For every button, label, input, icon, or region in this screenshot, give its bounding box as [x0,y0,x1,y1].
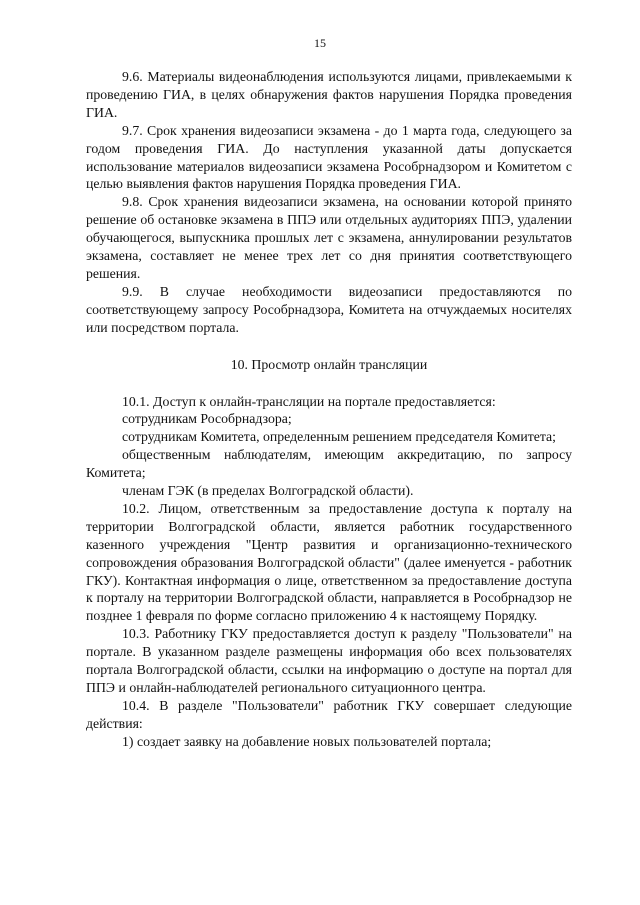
document-body [86,68,572,751]
paragraph-10-1: 10.1. Доступ к онлайн-трансляции на портале предоставляется: [122,393,496,409]
paragraph-10-2: 10.2. Лицом, ответственным за предоставление доступа к порталу на территории Волгоградской области, является работник государственного казенного учреждения "Центр развития и организационно-технического сопровождения образования Волгоградской области" (далее именуется - работник ГКУ). Контактная информация о лице, ответственном за предоставление доступа к порталу на территории Волгоградской области, направляется в Рособрнадзор не позднее 1 февраля по форме согласно приложению 4 к настоящему Порядку. [86,500,572,624]
list-item-committee: сотрудникам Комитета, определенным решением председателя Комитета; [122,429,557,445]
paragraph-10-4: 10.4. В разделе "Пользователи" работник ГКУ совершает следующие действия: [86,697,572,731]
paragraph-10-3: 10.3. Работнику ГКУ предоставляется доступ к разделу "Пользователи" на портале. В указанном разделе размещены информация обо всех пользователях портала Волгоградской области, ссылки на информацию о доступе на портал для ППЭ и онлайн-наблюдателей регионального ситуационного центра. [86,626,572,695]
paragraph-9-8: 9.8. Срок хранения видеозаписи экзамена, на основании которой принято решение об остановке экзамена в ППЭ или отдельных аудиториях ППЭ, удалении обучающегося, выпускника прошлых лет с экзамена, аннулировании результатов экзамена, составляет не менее трех лет со дня принятия соответствующего решения. [86,194,572,281]
section-heading: 10. Просмотр онлайн трансляции [230,356,428,372]
paragraph-9-7: 9.7. Срок хранения видеозаписи экзамена - до 1 марта года, следующего за годом проведения ГИА. До наступления указанной даты допускается использование материалов видеозаписи экзамена Рособрнадзором и Комитетом с целью выявления фактов нарушения Порядка проведения ГИА. [86,122,572,192]
list-item-gek: членам ГЭК (в пределах Волгоградской области). [122,483,414,499]
list-item-rosobrnadzor: сотрудникам Рособрнадзора; [122,411,292,427]
paragraph-9-6: 9.6. Материалы видеонаблюдения используются лицами, привлекаемыми к проведению ГИА, в целях обнаружения фактов нарушения Порядка проведения ГИА. [86,69,572,120]
list-item-observers: общественным наблюдателям, имеющим аккредитацию, по запросу Комитета; [86,447,572,481]
list-item-create-request: 1) создает заявку на добавление новых пользователей портала; [122,733,492,749]
paragraph-9-9: 9.9. В случае необходимости видеозаписи предоставляются по соответствующему запросу Рособрнадзора, Комитета на отчуждаемых носителях или посредством портала. [86,283,572,335]
page-number: 15 [314,36,326,50]
